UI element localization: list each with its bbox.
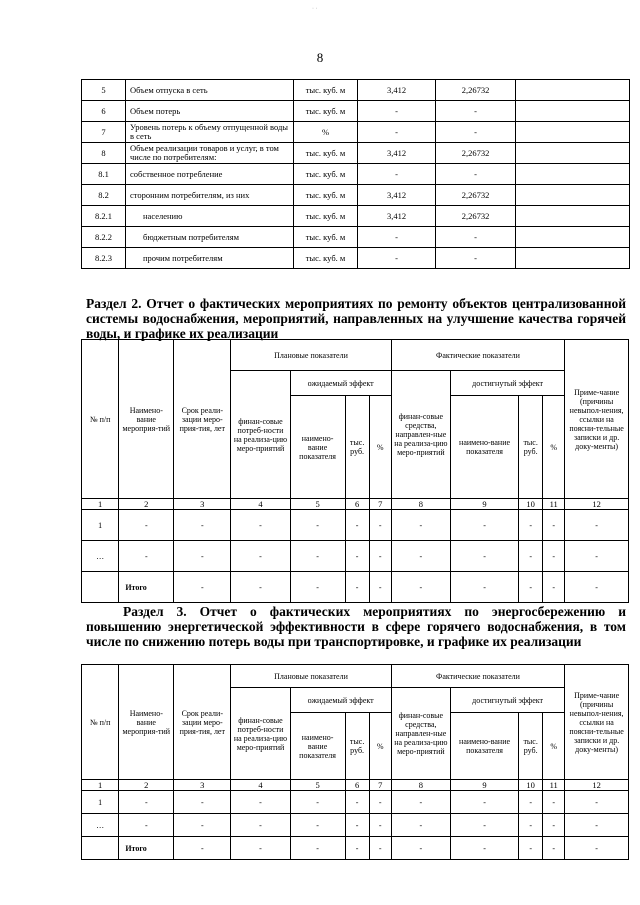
row-value: - [451,572,519,603]
col-term-header: Срок реали-зации меро-прия-тия, лет [174,340,231,499]
column-number: 8 [391,499,450,510]
row-value: - [391,791,450,814]
row-unit: % [294,122,358,143]
row-value: - [369,837,391,860]
row-value: - [565,791,629,814]
row-unit: тыс. куб. м [294,101,358,122]
column-number: 6 [345,780,369,791]
table-row [82,837,629,860]
row-value: - [543,791,565,814]
fact-effect-header: достигнутый эффект [451,371,565,396]
row-value: - [565,814,629,837]
row-unit: тыс. куб. м [294,164,358,185]
table-row [82,227,630,248]
table-row [82,101,630,122]
row-value: - [543,572,565,603]
row-value-fact: 2,26732 [436,143,516,164]
page-number: 8 [316,50,324,65]
row-empty [516,80,630,101]
table-row [82,122,630,143]
row-value: - [519,837,543,860]
row-value: - [519,791,543,814]
row-empty [516,164,630,185]
percent-header: % [543,713,565,780]
row-value: - [451,510,519,541]
row-value: - [519,814,543,837]
row-unit: тыс. куб. м [294,248,358,269]
row-value: - [543,541,565,572]
row-name: населению [126,206,294,227]
row-value: - [231,791,290,814]
row-empty [516,122,630,143]
column-number: 4 [231,499,290,510]
row-number: 7 [82,122,126,143]
row-unit: тыс. куб. м [294,80,358,101]
row-value-plan: - [358,164,436,185]
row-value: - [565,837,629,860]
row-value-plan: 3,412 [358,185,436,206]
row-number: 1 [82,791,119,814]
column-number: 10 [519,499,543,510]
thous-rub-header: тыс. руб. [519,713,543,780]
row-value-plan: 3,412 [358,143,436,164]
note-header: Приме-чание (причины невыпол-нения, ссылки на поясни-тельные записки и др. доку-менты) [565,665,629,780]
row-name: Итого [119,837,174,860]
row-empty [516,143,630,164]
section-3-heading: Раздел 3. Отчет о фактических мероприятиях по энергосбережению и повышению энергетической эффективности в сфере горячего водоснабжения, в том числе по снижению потерь воды при транспортировке, и графике их реализации [86,604,626,649]
scan-mark: · · [312,6,318,12]
row-value: - [345,510,369,541]
row-value: - [174,791,231,814]
row-unit: тыс. куб. м [294,143,358,164]
row-value: - [391,510,450,541]
row-value: - [369,510,391,541]
row-value: - [290,791,345,814]
row-name: Уровень потерь к объему отпущенной воды в сеть [126,122,294,143]
column-number: 7 [369,780,391,791]
row-number: 8 [82,143,126,164]
section-2-heading: Раздел 2. Отчет о фактических мероприятиях по ремонту объектов централизованной системы водоснабжения, мероприятий, направленных на улучшение качества горячей воды, и графике их реализации [86,296,626,341]
column-number: 6 [345,499,369,510]
row-value: - [391,541,450,572]
row-value-plan: - [358,227,436,248]
row-value: - [519,510,543,541]
row-name: бюджетным потребителям [126,227,294,248]
table-row [82,206,630,227]
row-value: - [231,541,290,572]
row-value: - [345,541,369,572]
row-value: - [231,814,290,837]
column-number: 11 [543,780,565,791]
col-number-header: № п/п [82,340,119,499]
header-row [82,340,629,371]
row-name: - [119,541,174,572]
column-number: 5 [290,780,345,791]
row-value: - [369,572,391,603]
column-number: 12 [565,780,629,791]
row-name: собственное потребление [126,164,294,185]
row-empty [516,248,630,269]
table-row [82,164,630,185]
row-name: прочим потребителям [126,248,294,269]
row-number [82,572,119,603]
row-number: 5 [82,80,126,101]
row-value: - [345,572,369,603]
row-value-fact: 2,26732 [436,80,516,101]
row-number: 8.2.1 [82,206,126,227]
row-value: - [451,837,519,860]
indicator-name-header: наимено-вание показателя [451,396,519,499]
col-number-header: № п/п [82,665,119,780]
row-value-plan: - [358,101,436,122]
table-row [82,541,629,572]
table-row [82,791,629,814]
note-header: Приме-чание (причины невыпол-нения, ссылки на поясни-тельные записки и др. доку-менты) [565,340,629,499]
row-value: - [391,814,450,837]
actual-header: Фактические показатели [391,665,565,688]
table-row [82,248,630,269]
row-value: - [345,791,369,814]
table-row [82,143,630,164]
row-value: - [543,837,565,860]
planned-header: Плановые показатели [231,665,391,688]
row-value: - [231,572,290,603]
column-number: 9 [451,780,519,791]
row-name: Объем потерь [126,101,294,122]
row-name: Объем реализации товаров и услуг, в том числе по потребителям: [126,143,294,164]
row-number: 8.2.2 [82,227,126,248]
row-value: - [543,510,565,541]
indicators-table [81,79,630,269]
table-row [82,572,629,603]
row-value: - [565,541,629,572]
row-value: - [369,541,391,572]
row-unit: тыс. куб. м [294,185,358,206]
row-empty [516,227,630,248]
row-value-plan: - [358,248,436,269]
row-value-plan: 3,412 [358,80,436,101]
column-number: 9 [451,499,519,510]
row-number: 6 [82,101,126,122]
thous-rub-header: тыс. руб. [345,713,369,780]
column-number: 3 [174,499,231,510]
col-name-header: Наимено-вание мероприя-тий [119,665,174,780]
row-value: - [565,510,629,541]
row-number: 8.1 [82,164,126,185]
header-row [82,665,629,688]
row-empty [516,206,630,227]
row-value: - [290,510,345,541]
row-value: - [290,572,345,603]
row-name: - [119,814,174,837]
row-value: - [174,837,231,860]
indicator-name-header: наимено-вание показателя [290,396,345,499]
percent-header: % [369,396,391,499]
column-number: 10 [519,780,543,791]
row-name: сторонним потребителям, из них [126,185,294,206]
plan-fin-header: финан-совые потреб-ности на реализа-цию меро-приятий [231,371,290,499]
row-value: - [451,541,519,572]
column-number: 11 [543,499,565,510]
row-value: - [231,837,290,860]
row-number: 8.2.3 [82,248,126,269]
column-number: 1 [82,780,119,791]
row-name: - [119,510,174,541]
row-value: - [231,510,290,541]
row-name: Объем отпуска в сеть [126,80,294,101]
column-number: 1 [82,499,119,510]
table-row [82,814,629,837]
row-value: - [290,837,345,860]
row-value-fact: - [436,164,516,185]
row-number: … [82,541,119,572]
row-value-fact: - [436,227,516,248]
row-value-fact: 2,26732 [436,185,516,206]
column-numbers-row [82,780,629,791]
row-value-plan: 3,412 [358,206,436,227]
indicator-name-header: наимено-вание показателя [290,713,345,780]
section-2-table [81,339,629,603]
row-value: - [451,814,519,837]
row-value: - [345,837,369,860]
plan-effect-header: ожидаемый эффект [290,688,391,713]
row-name: Итого [119,572,174,603]
row-value: - [174,510,231,541]
row-name: - [119,791,174,814]
section-3-table [81,664,629,860]
column-number: 5 [290,499,345,510]
column-number: 8 [391,780,450,791]
row-number: 1 [82,510,119,541]
table-row [82,510,629,541]
fact-fin-header: финан-совые средства, направлен-ные на реализа-цию меро-приятий [391,688,450,780]
row-value: - [290,814,345,837]
row-value: - [543,814,565,837]
column-number: 4 [231,780,290,791]
indicator-name-header: наимено-вание показателя [451,713,519,780]
column-number: 2 [119,499,174,510]
row-empty [516,101,630,122]
row-value: - [290,541,345,572]
row-unit: тыс. куб. м [294,227,358,248]
row-value: - [451,791,519,814]
column-numbers-row [82,499,629,510]
row-value: - [391,837,450,860]
row-number: 8.2 [82,185,126,206]
row-value: - [174,572,231,603]
column-number: 12 [565,499,629,510]
col-term-header: Срок реали-зации меро-прия-тия, лет [174,665,231,780]
col-name-header: Наимено-вание мероприя-тий [119,340,174,499]
fact-effect-header: достигнутый эффект [451,688,565,713]
row-value: - [519,541,543,572]
row-number [82,837,119,860]
row-value: - [369,814,391,837]
row-unit: тыс. куб. м [294,206,358,227]
thous-rub-header: тыс. руб. [519,396,543,499]
percent-header: % [369,713,391,780]
table-row [82,185,630,206]
column-number: 7 [369,499,391,510]
fact-fin-header: финан-совые средства, направлен-ные на реализа-цию меро-приятий [391,371,450,499]
row-value-fact: - [436,101,516,122]
row-value-fact: 2,26732 [436,206,516,227]
row-value-fact: - [436,122,516,143]
plan-effect-header: ожидаемый эффект [290,371,391,396]
plan-fin-header: финан-совые потреб-ности на реализа-цию меро-приятий [231,688,290,780]
thous-rub-header: тыс. руб. [345,396,369,499]
table-row [82,80,630,101]
planned-header: Плановые показатели [231,340,391,371]
row-value: - [345,814,369,837]
row-number: … [82,814,119,837]
row-value: - [174,541,231,572]
row-value: - [519,572,543,603]
row-value: - [174,814,231,837]
row-value-plan: - [358,122,436,143]
column-number: 2 [119,780,174,791]
row-value-fact: - [436,248,516,269]
row-value: - [565,572,629,603]
row-value: - [391,572,450,603]
row-value: - [369,791,391,814]
row-empty [516,185,630,206]
actual-header: Фактические показатели [391,340,565,371]
percent-header: % [543,396,565,499]
column-number: 3 [174,780,231,791]
